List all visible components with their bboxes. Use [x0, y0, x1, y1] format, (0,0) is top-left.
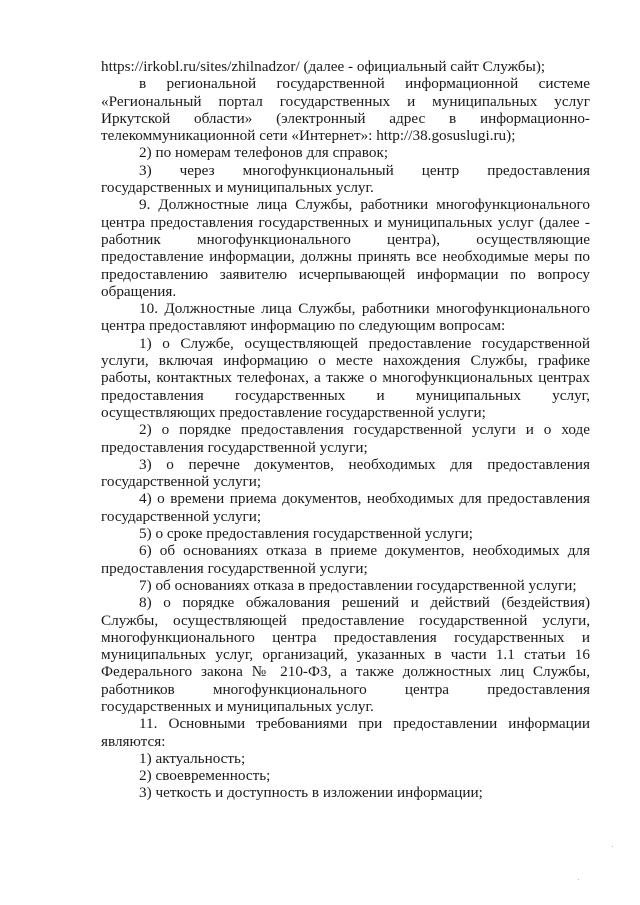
paragraph-mfc: 3) через многофункциональный центр предоставления государственных и муниципальных услуг.	[101, 161, 590, 197]
paragraph-item-9: 9. Должностные лица Службы, работники многофункционального центра предоставления государственных и муниципальных услуг (далее - работник многофункционального центра), осуществляющие предоставление информации, должны принять все необходимые меры по предоставлению заявителю исчерпывающей информации по вопросу обращения.	[101, 196, 590, 300]
paragraph-phone-numbers: 2) по номерам телефонов для справок;	[139, 144, 389, 162]
paragraph-regional-portal: в региональной государственной информационной системе «Региональный портал государственных и муниципальных услуг Иркутской области» (электронный адрес в информационно-телекоммуникационной сети «Интернет»: http://38.gosuslugi.ru);	[101, 75, 590, 145]
paragraph-url-continuation: https://irkobl.ru/sites/zhilnadzor/ (далее - официальный сайт Службы);	[101, 58, 546, 75]
list-item-10-6: 6) об основаниях отказа в приеме документов, необходимых для предоставления государственной услуги;	[101, 542, 590, 577]
document-page	[101, 58, 590, 802]
list-item-11-2: 2) своевременность;	[139, 767, 271, 785]
paragraph-item-10: 10. Должностные лица Службы, работники многофункционального центра предоставляют информацию по следующим вопросам:	[101, 300, 590, 335]
list-item-10-8: 8) о порядке обжалования решений и действий (бездействия) Службы, осуществляющей предоставление государственной услуги, многофункционального центра предоставления государственных и муниципальных услуг, организаций, указанных в части 1.1 статьи 16 Федерального закона № 210-ФЗ, а также должностных лиц Службы, работников многофункционального центра предоставления государственных и муниципальных услуг.	[101, 594, 590, 715]
list-item-10-4: 4) о времени приема документов, необходимых для предоставления государственной услуги;	[101, 490, 590, 525]
paragraph-item-11: 11. Основными требованиями при предоставлении информации являются:	[101, 715, 590, 750]
list-item-10-5: 5) о сроке предоставления государственной услуги;	[139, 525, 474, 543]
scan-speck	[578, 879, 579, 880]
scan-speck	[612, 846, 613, 847]
list-item-10-2: 2) о порядке предоставления государственной услуги и о ходе предоставления государственной услуги;	[101, 421, 590, 456]
list-item-10-1: 1) о Службе, осуществляющей предоставление государственной услуги, включая информацию о месте нахождения Службы, графике работы, контактных телефонах, а также о многофункциональных центрах предоставления государственных и муниципальных услуг, осуществляющих предоставление государственной услуги;	[101, 334, 590, 421]
list-item-10-7: 7) об основаниях отказа в предоставлении государственной услуги;	[139, 576, 577, 594]
list-item-10-3: 3) о перечне документов, необходимых для предоставления государственной услуги;	[101, 455, 590, 491]
list-item-11-3: 3) четкость и доступность в изложении информации;	[139, 784, 483, 802]
list-item-11-1: 1) актуальность;	[139, 749, 246, 767]
